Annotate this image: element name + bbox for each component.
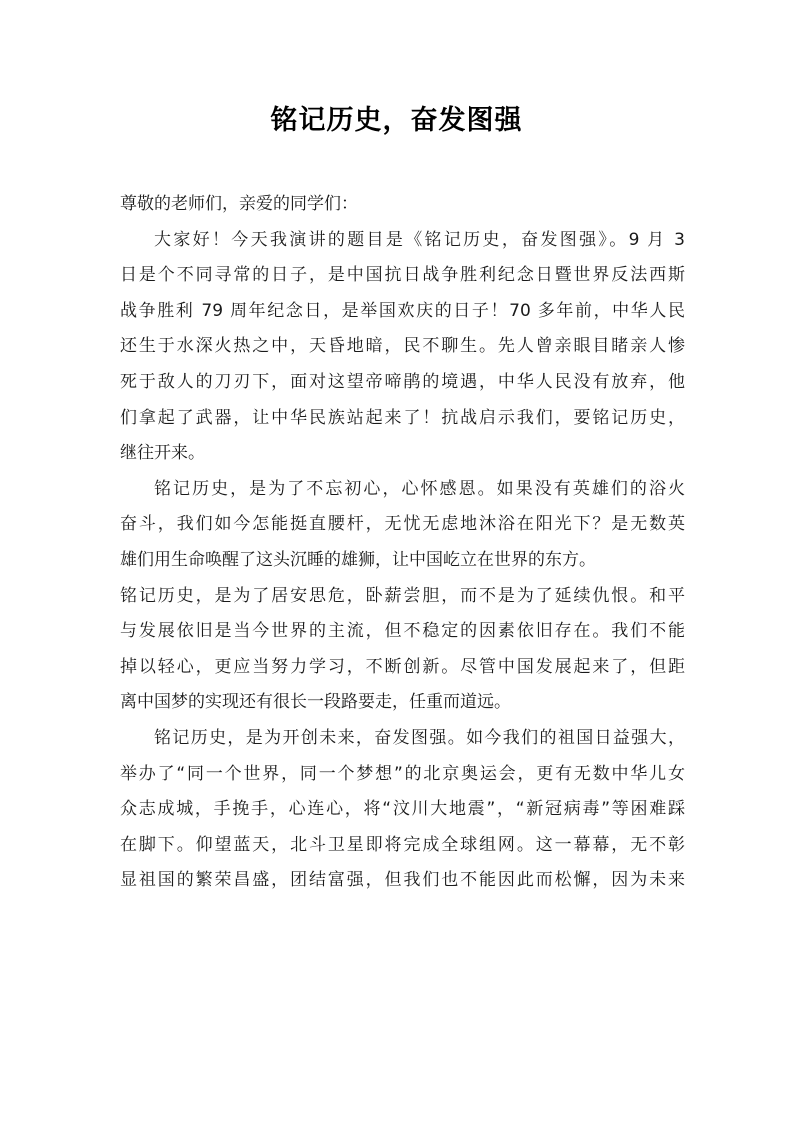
text-line: 显祖国的繁荣昌盛，团结富强，但我们也不能因此而松懈，因为未来: [120, 870, 685, 891]
document-title: 铭记历史，奋发图强: [270, 105, 523, 136]
text-line: 铭记历史，是为开创未来，奋发图强。如今我们的祖国日益强大，: [154, 727, 685, 748]
text-line: 铭记历史，是为了不忘初心，心怀感恩。如果没有英雄们的浴火: [154, 478, 685, 499]
document-body: [120, 187, 685, 899]
text-line: 死于敌人的刀刃下，面对这望帝啼鹃的境遇，中华人民没有放弃，他: [120, 371, 685, 392]
text-line: 奋斗，我们如今怎能挺直腰杆，无忧无虑地沐浴在阳光下？是无数英: [120, 514, 685, 535]
text-line: 掉以轻心，更应当努力学习，不断创新。尽管中国发展起来了，但距: [120, 656, 685, 677]
text-line: 与发展依旧是当今世界的主流，但不稳定的因素依旧存在。我们不能: [120, 621, 685, 642]
text-line: 众志成城，手挽手，心连心，将“汶川大地震”，“新冠病毒”等困难踩: [120, 799, 685, 820]
text-line: 还生于水深火热之中，天昏地暗，民不聊生。先人曾亲眼目睹亲人惨: [120, 336, 685, 357]
text-line: 举办了“同一个世界，同一个梦想”的北京奥运会，更有无数中华儿女: [120, 763, 685, 784]
text-line: 雄们用生命唤醒了这头沉睡的雄狮，让中国屹立在世界的东方。: [120, 549, 596, 570]
greeting-line: 尊敬的老师们，亲爱的同学们：: [120, 194, 358, 214]
paragraph-4: [120, 721, 685, 899]
paragraph-2: [120, 472, 685, 579]
text-line: 们拿起了武器，让中华民族站起来了！抗战启示我们，要铭记历史，: [120, 407, 685, 428]
paragraph-3: [120, 579, 685, 721]
text-line: 在脚下。仰望蓝天，北斗卫星即将完成全球组网。这一幕幕，无不彰: [120, 834, 685, 855]
paragraph-1: [120, 223, 685, 472]
text-line: 大家好！今天我演讲的题目是《铭记历史，奋发图强》。9 月 3: [154, 229, 685, 250]
text-line: 继往开来。: [120, 443, 205, 464]
text-line: 日是个不同寻常的日子，是中国抗日战争胜利纪念日暨世界反法西斯: [120, 265, 685, 286]
text-line: 战争胜利 79 周年纪念日，是举国欢庆的日子！70 多年前，中华人民: [120, 300, 685, 321]
text-line: 铭记历史，是为了居安思危，卧薪尝胆，而不是为了延续仇恨。和平: [120, 585, 685, 606]
text-line: 离中国梦的实现还有很长一段路要走，任重而道远。: [120, 692, 511, 713]
